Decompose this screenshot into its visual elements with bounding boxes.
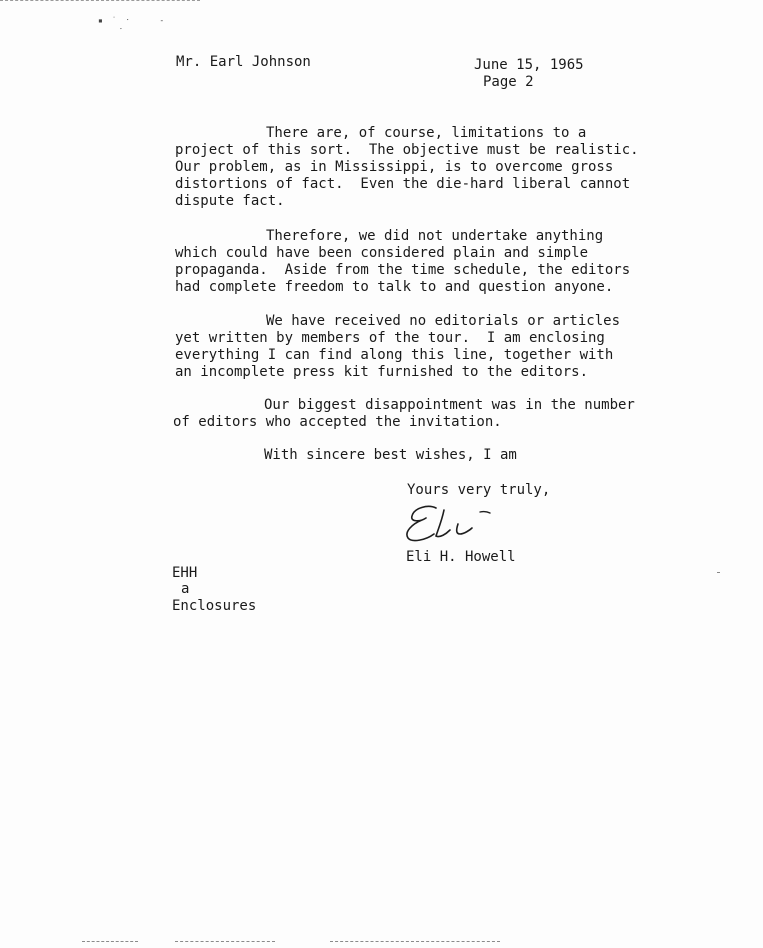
enclosures-notation: Enclosures [172,598,257,614]
scan-specks: ▪ ˙ ˑ - ˑ [98,16,167,34]
body-paragraph-2 [175,228,675,296]
body-paragraph-4 [173,397,673,431]
author-initials: EHH [172,565,198,581]
complimentary-close: Yours very truly, [407,482,551,498]
typist-initial: a [181,581,190,597]
scan-edge-dashes [82,941,138,943]
scan-edge-dashes [0,0,200,3]
paragraph-text: Therefore, we did not undertake anything which could have been considered plain and simple propaganda. Aside from the time schedule, the editors had complete freedom to talk to and question anyone. [175,228,631,295]
scan-edge-dashes [175,941,275,943]
handwritten-signature [400,498,510,548]
letter-date: June 15, 1965 [474,57,584,73]
paragraph-text: There are, of course, limitations to a project of this sort. The objective must be realistic. Our problem, as in Mississippi, is to overcome gross distortions of fact. Even the die-hard liberal cannot dispute fact. [175,125,639,209]
scan-mark [717,572,720,573]
closing-line: With sincere best wishes, I am [264,447,517,463]
paragraph-text: Our biggest disappointment was in the number of editors who accepted the invitation. [173,397,635,430]
paragraph-text: We have received no editorials or articles yet written by members of the tour. I am enclosing everything I can find along this line, together with an incomplete press kit furnished to the editors. [175,313,621,380]
page-number: Page 2 [483,74,534,90]
signer-name: Eli H. Howell [406,549,516,565]
recipient-name: Mr. Earl Johnson [176,54,311,70]
body-paragraph-3 [175,313,675,381]
body-paragraph-1 [175,125,675,210]
scan-edge-dashes [330,941,500,943]
